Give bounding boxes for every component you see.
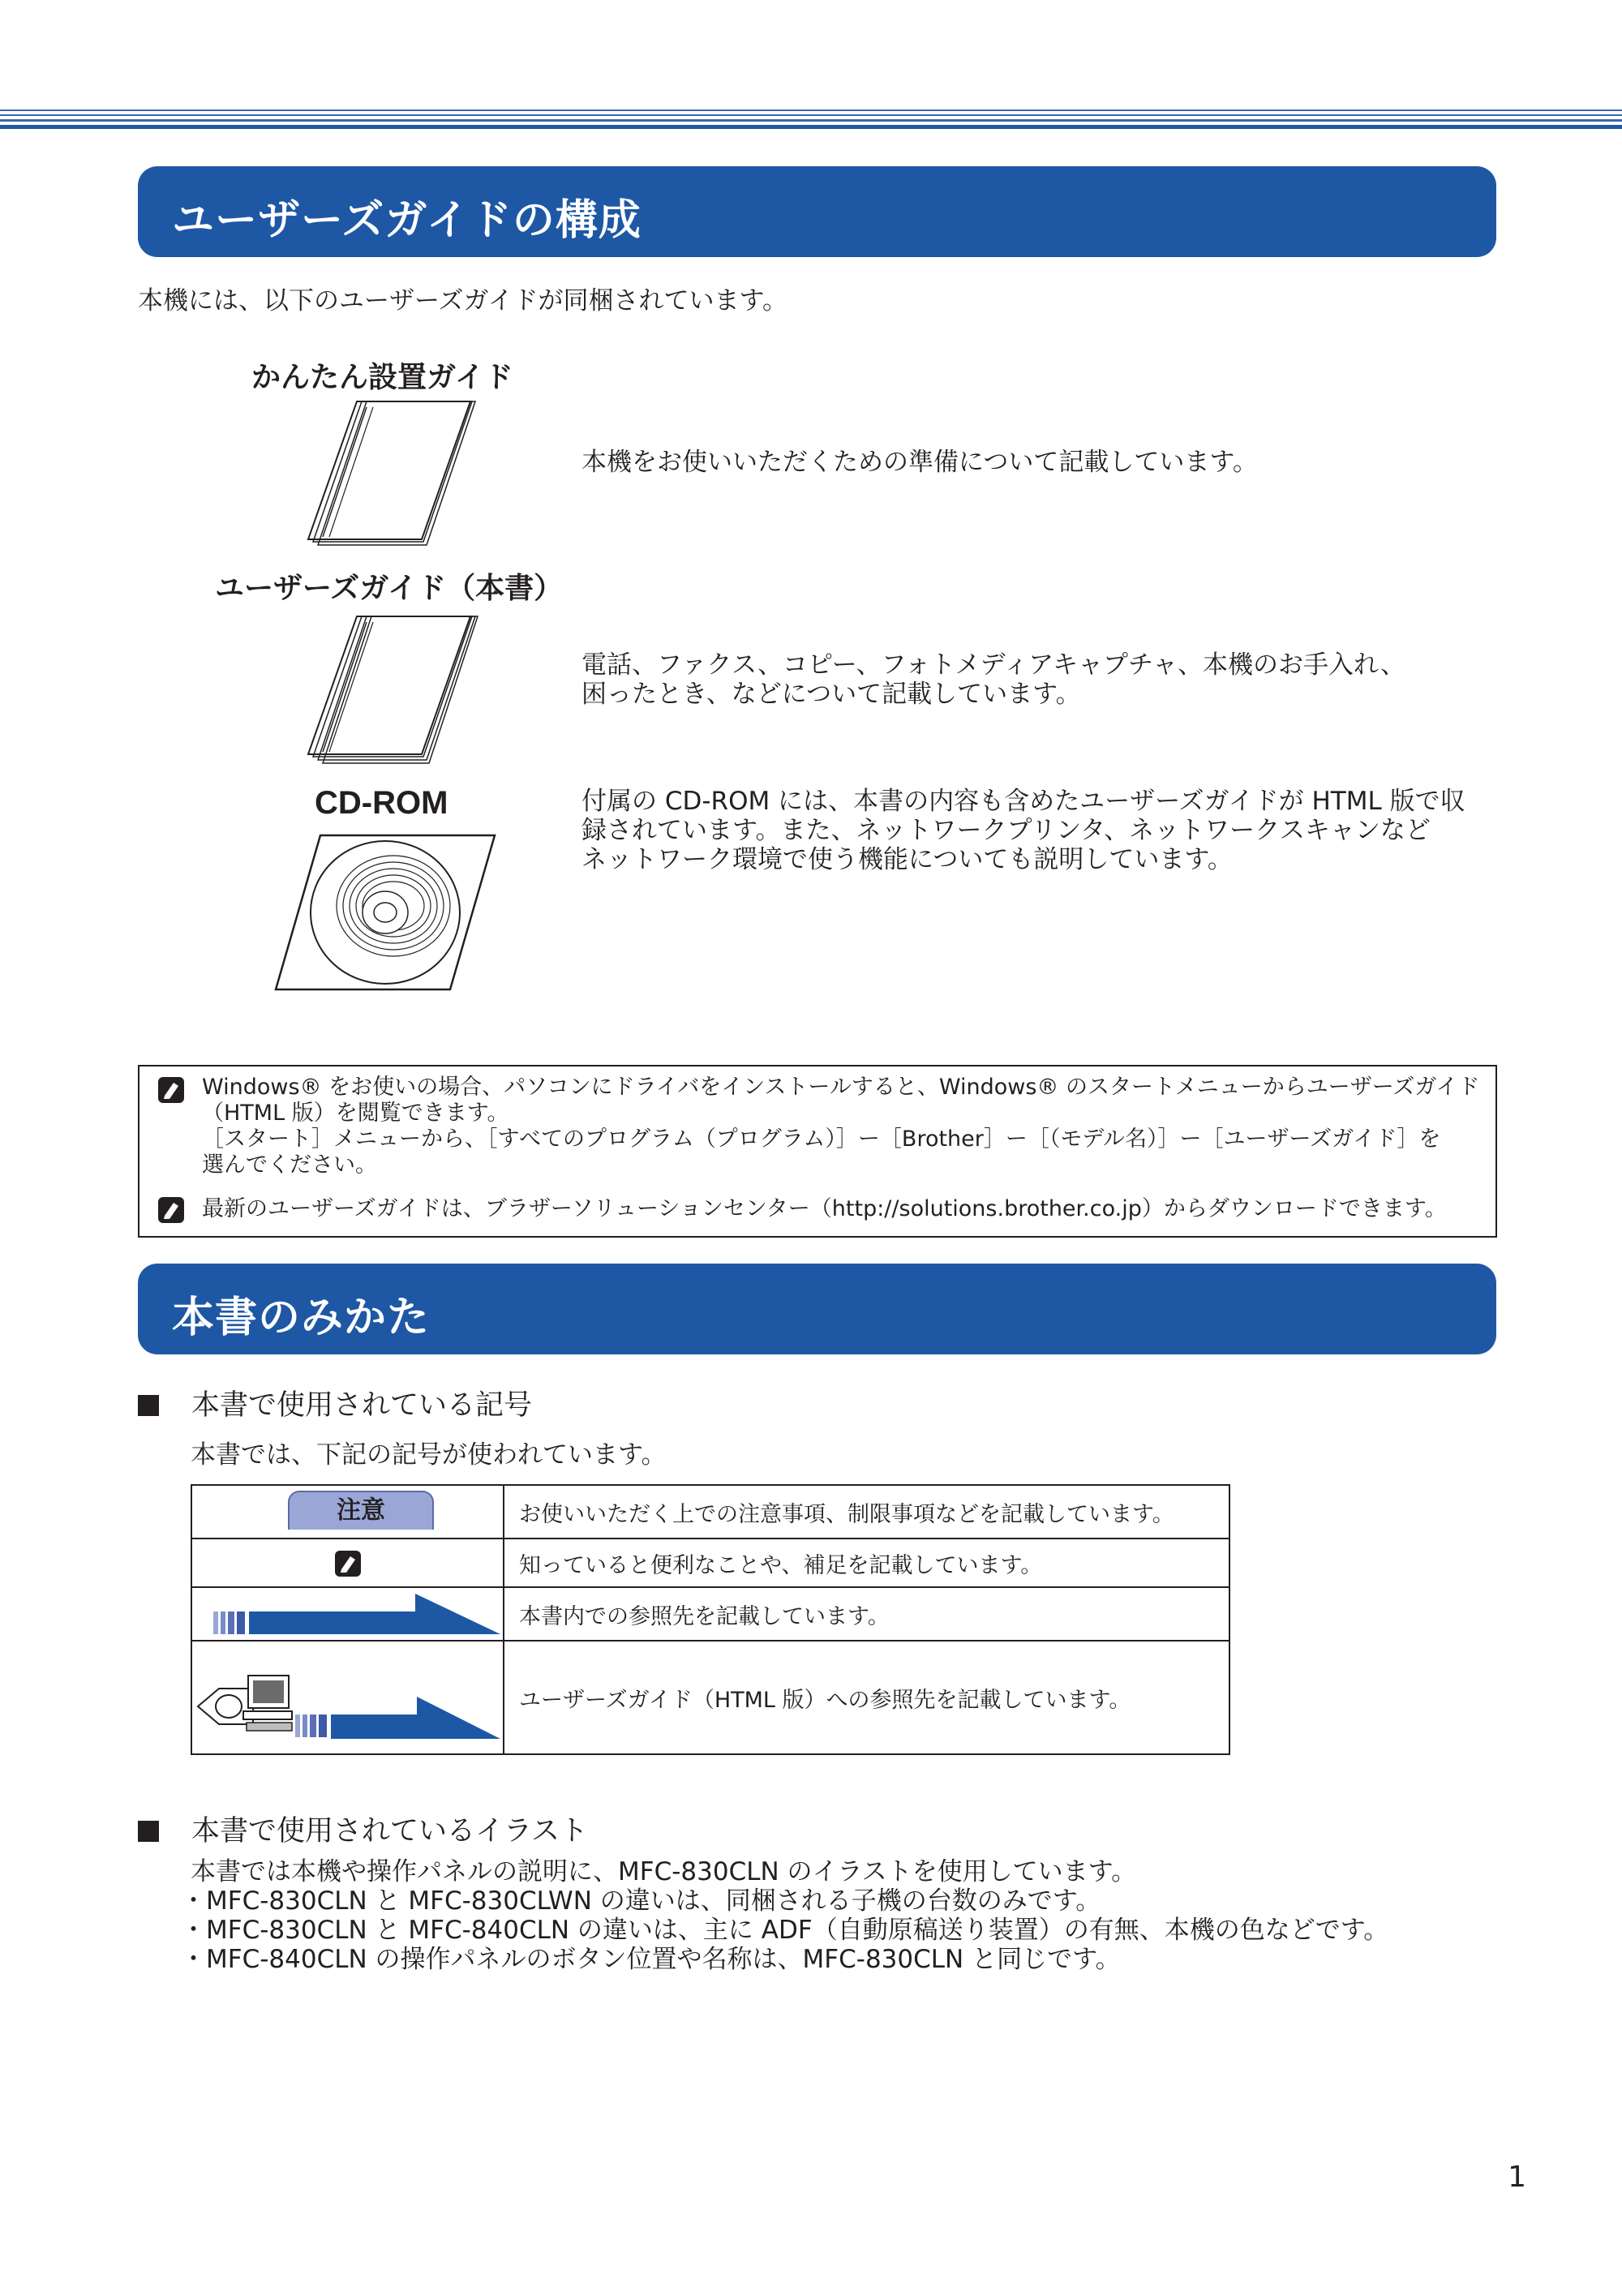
memo-icon bbox=[157, 1076, 185, 1104]
symbol-description: ユーザーズガイド（HTML 版）への参照先を記載しています。 bbox=[504, 1641, 1229, 1754]
page-number: 1 bbox=[1508, 2161, 1526, 2194]
square-bullet-icon bbox=[138, 1395, 159, 1416]
reference-arrow-icon bbox=[208, 1592, 504, 1637]
guide-title-users-guide: ユーザーズガイド（本書） bbox=[215, 572, 564, 605]
symbol-description: 本書内での参照先を記載しています。 bbox=[504, 1587, 1229, 1641]
guide-desc-cd-rom: 付属の CD-ROM には、本書の内容も含めたユーザーズガイドが HTML 版で収 録されています。また、ネットワークプリンタ、ネットワークスキャンなど ネットワーク環境で使う機能についても説明しています。 bbox=[581, 787, 1465, 874]
note-download-text: 最新のユーザーズガイドは、ブラザーソリューションセンター（http://solutions.brother.co.jp）からダウンロードできます。 bbox=[202, 1196, 1447, 1221]
symbol-cell bbox=[191, 1641, 504, 1754]
section-title: 本書のみかた bbox=[172, 1294, 431, 1342]
caution-label: 注意 bbox=[288, 1491, 434, 1530]
intro-text: 本機には、以下のユーザーズガイドが同梱されています。 bbox=[138, 286, 788, 315]
table-row bbox=[191, 1587, 1229, 1641]
note-box bbox=[138, 1065, 1497, 1238]
symbol-description: お使いいただく上での注意事項、制限事項などを記載しています。 bbox=[504, 1485, 1229, 1539]
section-heading-how-to-read bbox=[138, 1264, 1496, 1354]
symbol-cell bbox=[191, 1485, 504, 1539]
html-reference-arrow-icon bbox=[196, 1672, 504, 1745]
guide-desc-users-guide: 電話、ファクス、コピー、フォトメディアキャプチャ、本機のお手入れ、 困ったとき、などについて記載しています。 bbox=[581, 650, 1405, 709]
booklet-icon bbox=[300, 397, 478, 551]
guide-title-cd-rom: CD-ROM bbox=[315, 785, 448, 821]
symbol-description: 知っていると便利なことや、補足を記載しています。 bbox=[504, 1539, 1229, 1587]
symbols-table bbox=[191, 1484, 1230, 1755]
subheading-symbols: 本書で使用されている記号 bbox=[138, 1383, 532, 1423]
table-row bbox=[191, 1485, 1229, 1539]
guide-title-quick-setup: かんたん設置ガイド bbox=[251, 361, 513, 394]
section-heading-guide-structure bbox=[138, 166, 1496, 257]
symbols-intro: 本書では、下記の記号が使われています。 bbox=[191, 1440, 667, 1470]
section-title: ユーザーズガイドの構成 bbox=[172, 196, 642, 245]
table-row bbox=[191, 1641, 1229, 1754]
header-rule-lines bbox=[0, 0, 1622, 146]
memo-icon bbox=[334, 1550, 362, 1577]
symbol-cell bbox=[191, 1539, 504, 1587]
table-row bbox=[191, 1539, 1229, 1587]
note-windows-text: Windows® をお使いの場合、パソコンにドライバをインストールすると、Windows® のスタートメニューからユーザーズガイド （HTML 版）を閲覧できます。 ［スタート］メニューから、［すべてのプログラム（プログラム）］ー［Brother］ー［（モデル名）］ー［ユーザーズガイド］を 選んでください。 bbox=[202, 1075, 1480, 1178]
illustrations-text: 本書では本機や操作パネルの説明に、MFC-830CLN のイラストを使用しています。 ・MFC-830CLN と MFC-830CLWN の違いは、同梱される子機の台数のみです。 ・MFC-830CLN と MFC-840CLN の違いは、主に ADF（自動原稿送り装置）の有無、本機の色などです。 ・MFC-840CLN の操作パネルのボタン位置や名称は、MFC-830CLN と同じです。 bbox=[181, 1857, 1389, 1974]
subheading-illustrations: 本書で使用されているイラスト bbox=[138, 1809, 588, 1849]
memo-icon bbox=[157, 1196, 185, 1224]
guide-desc-quick-setup: 本機をお使いいただくための準備について記載しています。 bbox=[581, 448, 1258, 477]
symbol-cell bbox=[191, 1587, 504, 1641]
booklet-icon bbox=[300, 612, 478, 766]
square-bullet-icon bbox=[138, 1821, 159, 1842]
cd-rom-icon bbox=[272, 831, 499, 994]
